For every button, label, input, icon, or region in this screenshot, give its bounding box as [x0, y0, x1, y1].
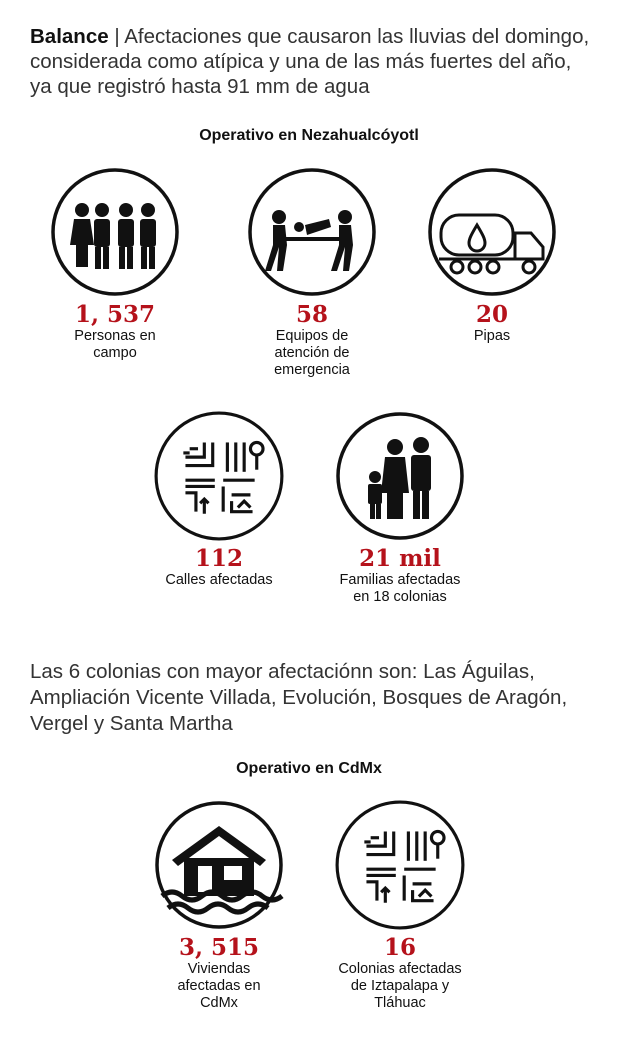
stat-value: 16 [383, 934, 416, 961]
stat-personas [40, 167, 190, 362]
street-map-icon [154, 411, 284, 541]
stat-value: 58 [295, 301, 328, 328]
stat-value: 112 [194, 545, 243, 572]
people-group-icon [50, 167, 180, 297]
colonias-paragraph: Las 6 colonias con mayor afectaciónn son: Las Águilas, Ampliación Vicente Villada, Evolución, Bosques de Aragón, Vergel y Santa Martha [30, 660, 568, 735]
section-title-cdmx: Operativo en CdMx [236, 760, 382, 777]
stat-value: 21 mil [359, 545, 441, 572]
neighborhood-map-icon [335, 800, 465, 930]
family-icon [335, 411, 465, 541]
stat-label: Personas en campo [74, 328, 156, 361]
stat-pipas [417, 167, 567, 345]
section-title-nezahualcoyotl: Operativo en Nezahualcóyotl [199, 127, 419, 144]
headline-separator: | [108, 25, 125, 48]
stat-label: Colonias afectadas de Iztapalapa y Tláhuac [338, 961, 462, 1011]
headline [30, 24, 590, 99]
stat-calles [144, 411, 294, 589]
stat-viviendas [144, 800, 294, 1012]
stretcher-rescue-icon [247, 167, 377, 297]
stat-label: Viviendas afectadas en CdMx [177, 961, 261, 1011]
headline-text: Afectaciones que causaron las lluvias del domingo, considerada como atípica y una de las más fuertes del año, ya que registró hasta 91 mm de agua [30, 25, 590, 98]
stat-equipos [237, 167, 387, 379]
stat-label: Calles afectadas [165, 572, 273, 588]
stat-colonias [325, 800, 475, 1012]
stat-value: 1, 537 [74, 301, 156, 328]
stat-label: Familias afectadas en 18 colonias [339, 572, 461, 605]
headline-bold: Balance [30, 25, 109, 48]
flooded-house-icon [154, 800, 284, 930]
stat-label: Equipos de atención de emergencia [274, 328, 350, 378]
stat-familias [325, 411, 475, 606]
water-tanker-truck-icon [427, 167, 557, 297]
stat-label: Pipas [473, 328, 511, 344]
stat-value: 3, 515 [178, 934, 260, 961]
stat-value: 20 [475, 301, 508, 328]
